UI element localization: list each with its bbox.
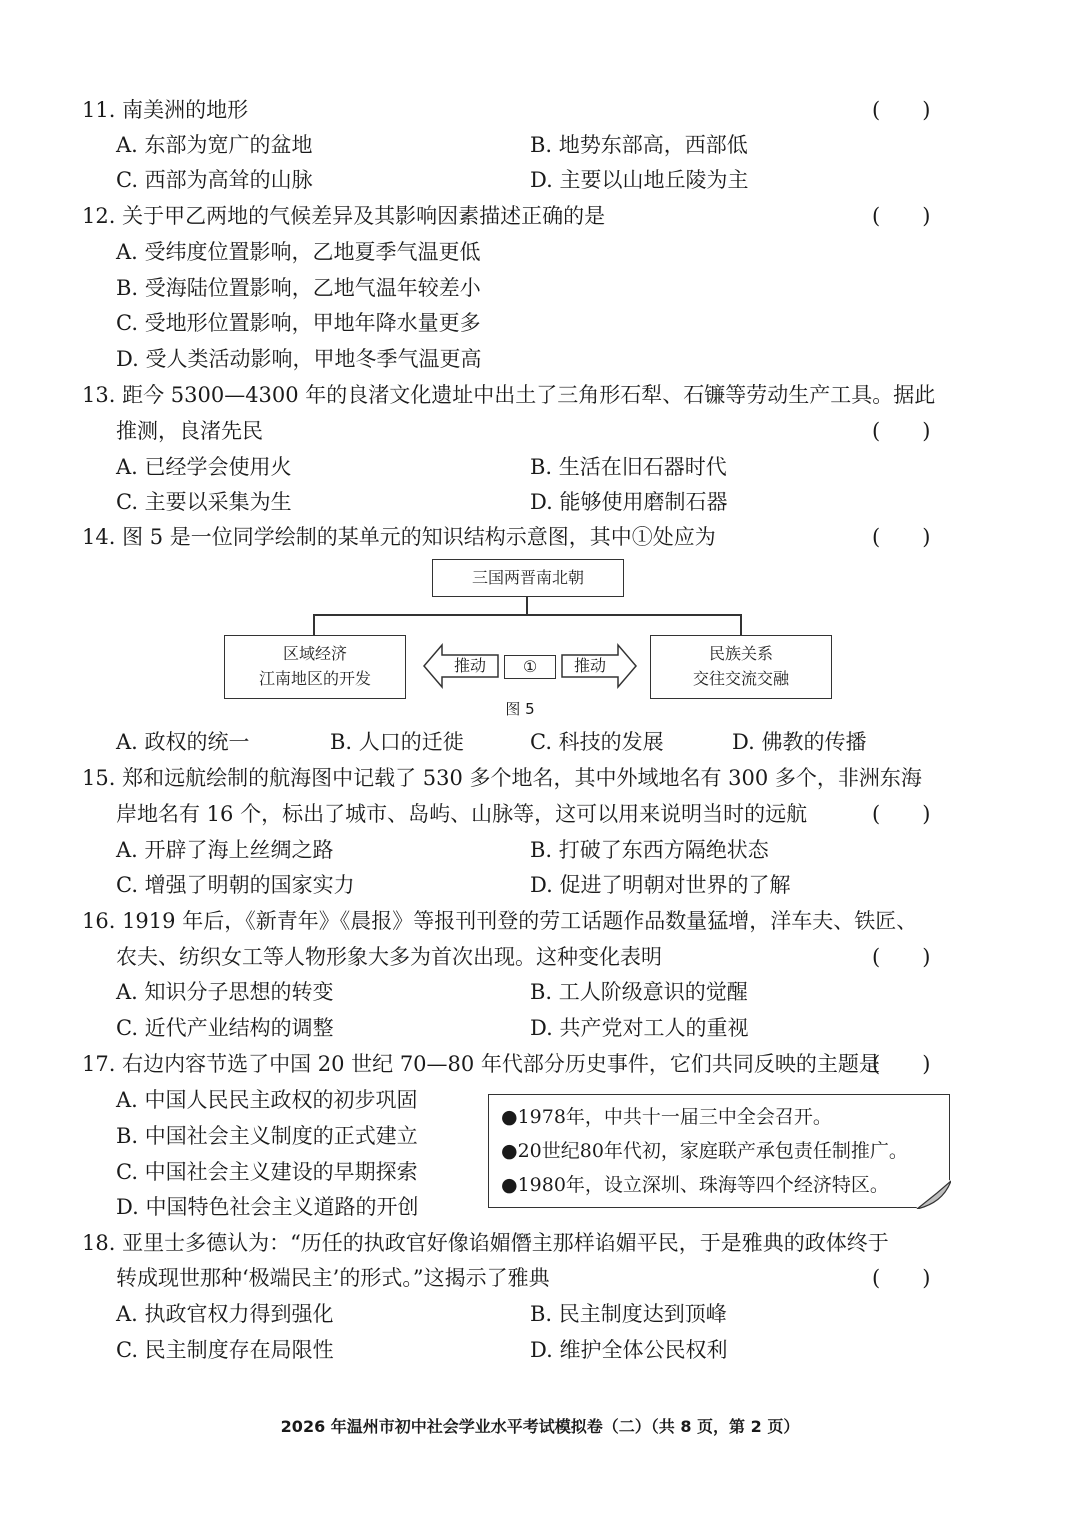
q14-option-c[interactable]: C. 科技的发展: [530, 730, 664, 754]
diagram-left-title: 区域经济: [282, 644, 347, 663]
q16-option-c[interactable]: C. 近代产业结构的调整: [116, 1016, 334, 1040]
q13-stem-line2: 推测，良渚先民: [116, 419, 263, 443]
q11-option-a[interactable]: A. 东部为宽广的盆地: [116, 133, 313, 157]
q12-option-a[interactable]: A. 受纬度位置影响，乙地夏季气温更低: [116, 240, 481, 264]
q17-option-b[interactable]: B. 中国社会主义制度的正式建立: [116, 1124, 418, 1148]
q12-stem: 12. 关于甲乙两地的气候差异及其影响因素描述正确的是: [82, 204, 606, 228]
q16-option-a[interactable]: A. 知识分子思想的转变: [116, 980, 334, 1004]
diagram-arrow-right-label: 推动: [573, 656, 606, 675]
answer-blank[interactable]: ( ): [872, 98, 931, 122]
answer-blank[interactable]: ( ): [872, 204, 931, 228]
answer-blank[interactable]: ( ): [872, 945, 931, 969]
q13-option-c[interactable]: C. 主要以采集为生: [116, 490, 292, 514]
q17-option-c[interactable]: C. 中国社会主义建设的早期探索: [116, 1160, 418, 1184]
q16-stem-line2: 农夫、纺织女工等人物形象大多为首次出现。这种变化表明: [116, 945, 662, 969]
connector-line: [313, 614, 741, 616]
diagram-left-subtitle: 江南地区的开发: [258, 669, 371, 688]
diagram-center-box: ①: [504, 655, 556, 679]
q13-option-d[interactable]: D. 能够使用磨制石器: [530, 490, 728, 514]
q18-stem-line2: 转成现世那种‘极端民主’的形式。”这揭示了雅典: [116, 1266, 550, 1290]
answer-blank[interactable]: ( ): [872, 1266, 931, 1290]
diagram-right-title: 民族关系: [708, 644, 773, 663]
q15-option-c[interactable]: C. 增强了明朝的国家实力: [116, 873, 355, 897]
q18-option-c[interactable]: C. 民主制度存在局限性: [116, 1338, 334, 1362]
q14-option-d[interactable]: D. 佛教的传播: [732, 730, 867, 754]
q16-option-b[interactable]: B. 工人阶级意识的觉醒: [530, 980, 748, 1004]
connector-line: [526, 596, 528, 615]
diagram-right-subtitle: 交往交流交融: [692, 669, 789, 688]
q13-stem-line1: 13. 距今 5300—4300 年的良渚文化遗址中出土了三角形石犁、石镰等劳动生产工具。据此: [82, 383, 936, 407]
q14-stem: 14. 图 5 是一位同学绘制的某单元的知识结构示意图，其中①处应为: [82, 525, 716, 549]
answer-blank[interactable]: ( ): [872, 525, 931, 549]
figure-caption: 图 5: [505, 700, 535, 718]
q14-option-b[interactable]: B. 人口的迁徙: [330, 730, 464, 754]
q11-option-b[interactable]: B. 地势东部高，西部低: [530, 133, 748, 157]
q15-stem-line2: 岸地名有 16 个，标出了城市、岛屿、山脉等，这可以用来说明当时的远航: [116, 802, 808, 826]
q15-option-b[interactable]: B. 打破了东西方隔绝状态: [530, 838, 769, 862]
q14-option-a[interactable]: A. 政权的统一: [116, 730, 250, 754]
diagram-left-box: [224, 635, 406, 699]
history-events-note: [488, 1094, 950, 1208]
q17-option-d[interactable]: D. 中国特色社会主义道路的开创: [116, 1195, 419, 1219]
event-item: ●20世纪80年代初，家庭联产承包责任制推广。: [501, 1140, 908, 1162]
q17-option-a[interactable]: A. 中国人民民主政权的初步巩固: [116, 1088, 418, 1112]
q16-stem-line1: 16. 1919 年后，《新青年》《晨报》等报刊刊登的劳工话题作品数量猛增，洋车夫、铁匠、: [82, 909, 918, 933]
diagram-top-box: 三国两晋南北朝: [432, 559, 624, 597]
q12-option-c[interactable]: C. 受地形位置影响，甲地年降水量更多: [116, 311, 481, 335]
q13-option-a[interactable]: A. 已经学会使用火: [116, 455, 292, 479]
q18-stem-line1: 18. 亚里士多德认为：“历任的执政官好像谄媚僭主那样谄媚平民，于是雅典的政体终于: [82, 1231, 889, 1255]
q15-stem-line1: 15. 郑和远航绘制的航海图中记载了 530 多个地名，其中外域地名有 300 多个，非洲东海: [82, 766, 922, 790]
q11-stem: 11. 南美洲的地形: [82, 98, 249, 122]
connector-line: [740, 614, 742, 635]
connector-line: [313, 614, 315, 635]
event-item: ●1980年，设立深圳、珠海等四个经济特区。: [501, 1174, 889, 1196]
q12-option-b[interactable]: B. 受海陆位置影响，乙地气温年较差小: [116, 276, 481, 300]
q15-option-d[interactable]: D. 促进了明朝对世界的了解: [530, 873, 791, 897]
diagram-right-box: [650, 635, 832, 699]
page-curl-icon: [915, 1179, 951, 1209]
q11-option-d[interactable]: D. 主要以山地丘陵为主: [530, 168, 749, 192]
answer-blank[interactable]: ( ): [872, 419, 931, 443]
event-item: ●1978年，中共十一届三中全会召开。: [501, 1106, 832, 1128]
q13-option-b[interactable]: B. 生活在旧石器时代: [530, 455, 727, 479]
q15-option-a[interactable]: A. 开辟了海上丝绸之路: [116, 838, 334, 862]
q11-option-c[interactable]: C. 西部为高耸的山脉: [116, 168, 313, 192]
q17-stem: 17. 右边内容节选了中国 20 世纪 70—80 年代部分历史事件，它们共同反映的主题是: [82, 1052, 880, 1076]
q18-option-d[interactable]: D. 维护全体公民权利: [530, 1338, 728, 1362]
page-footer: 2026 年温州市初中社会学业水平考试模拟卷（二）（共 8 页，第 2 页）: [280, 1417, 800, 1436]
answer-blank[interactable]: ( ): [872, 1052, 931, 1076]
q16-option-d[interactable]: D. 共产党对工人的重视: [530, 1016, 749, 1040]
q18-option-b[interactable]: B. 民主制度达到顶峰: [530, 1302, 727, 1326]
answer-blank[interactable]: ( ): [872, 802, 931, 826]
q12-option-d[interactable]: D. 受人类活动影响，甲地冬季气温更高: [116, 347, 482, 371]
q18-option-a[interactable]: A. 执政官权力得到强化: [116, 1302, 334, 1326]
diagram-arrow-left-label: 推动: [453, 656, 486, 675]
